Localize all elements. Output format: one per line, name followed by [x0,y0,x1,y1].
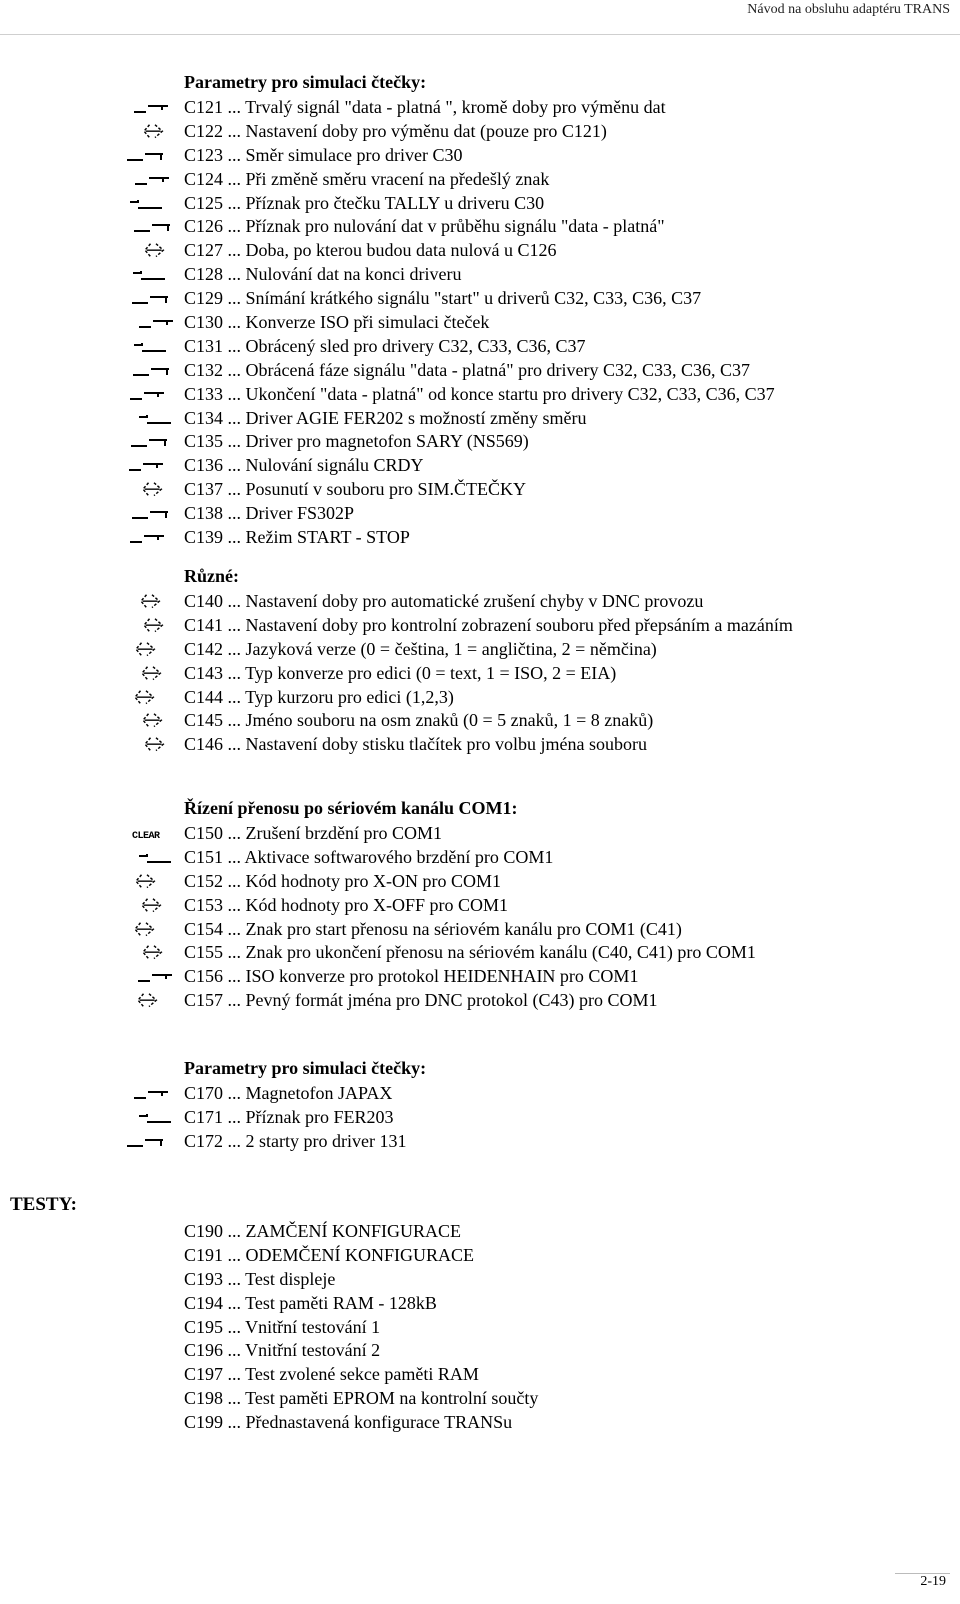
test-text: C193 ... Test displeje [184,1268,336,1289]
value-icon [126,920,166,940]
parameter-row [0,638,960,662]
parameter-row [0,454,960,478]
switch-icon [129,265,169,285]
parameter-text: C144 ... Typ kurzoru pro edici (1,2,3) [184,686,454,707]
test-text: C194 ... Test paměti RAM - 128kB [184,1292,437,1313]
switch-icon [132,1084,172,1104]
parameter-text: C156 ... ISO konverze pro protokol HEIDENHAIN pro COM1 [184,966,639,987]
value-icon [136,735,176,755]
parameter-text: C140 ... Nastavení doby pro automatické zrušení chyby v DNC provozu [184,591,704,611]
parameter-text: C151 ... Aktivace softwarového brzdění pro COM1 [184,846,554,867]
parameter-text: C143 ... Typ konverze pro edici (0 = text, 1 = ISO, 2 = EIA) [184,662,617,683]
document-title: Návod na obsluhu adaptéru TRANS [747,2,950,17]
parameter-row [0,502,960,526]
parameter-row [0,822,960,846]
parameter-text: C133 ... Ukončení "data - platná" od konce startu pro drivery C32, C33, C36, C37 [184,383,775,404]
test-text: C197 ... Test zvolené sekce paměti RAM [184,1364,479,1385]
value-icon [135,122,175,142]
tests-list [0,1220,960,1435]
parameter-text: C152 ... Kód hodnoty pro X-ON pro COM1 [184,870,501,891]
parameter-text: C137 ... Posunutí v souboru pro SIM.ČTEČKY [184,479,527,500]
parameter-list [0,590,960,757]
switch-icon [133,361,173,381]
switch-icon [127,456,167,476]
parameter-text: C141 ... Nastavení doby pro kontrolní zobrazení souboru před přepsáním a mazáním [184,614,793,635]
switch-icon [127,146,167,166]
parameter-row [0,918,960,942]
parameter-text: C150 ... Zrušení brzdění pro COM1 [184,823,442,843]
parameter-text: C138 ... Driver FS302P [184,503,355,524]
parameter-text: C129 ... Snímání krátkého signálu "start" u driverů C32, C33, C36, C37 [184,288,702,309]
parameter-row [0,120,960,144]
section-title: Různé: [184,566,239,586]
switch-icon [132,98,172,118]
parameter-text: C171 ... Příznak pro FER203 [184,1106,394,1127]
parameter-row [0,1130,960,1154]
parameter-row [0,526,960,550]
value-icon [133,664,173,684]
parameter-text: C130 ... Konverze ISO při simulaci čteček [184,312,490,333]
parameter-row [0,989,960,1013]
switch-icon [130,337,170,357]
value-icon [135,616,175,636]
parameter-row [0,359,960,383]
parameter-row [0,686,960,710]
parameter-text: C132 ... Obrácená fáze signálu "data - platná" pro drivery C32, C33, C36, C37 [184,359,751,380]
switch-icon [135,848,175,868]
parameter-text: C170 ... Magnetofon JAPAX [184,1083,393,1103]
parameter-row [0,870,960,894]
parameter-text: C146 ... Nastavení doby stisku tlačítek pro volbu jména souboru [184,734,647,755]
switch-icon [131,432,171,452]
parameter-text: C142 ... Jazyková verze (0 = čeština, 1 = angličtina, 2 = němčina) [184,638,657,659]
parameter-text: C139 ... Režim START - STOP [184,527,410,548]
parameter-row [0,430,960,454]
test-text: C199 ... Přednastavená konfigurace TRANSu [184,1412,513,1433]
parameter-text: C131 ... Obrácený sled pro drivery C32, C33, C36, C37 [184,335,586,356]
parameter-row [0,1106,960,1130]
parameter-text: C121 ... Trvalý signál "data - platná ", kromě doby pro výměnu dat [184,97,666,117]
parameter-text: C128 ... Nulování dat na konci driveru [184,264,462,285]
test-row [0,1292,960,1316]
svg-text:CLEAR: CLEAR [132,831,160,842]
value-icon [133,896,173,916]
parameter-text: C126 ... Příznak pro nulování dat v průběhu signálu "data - platná" [184,216,665,237]
parameter-row [0,614,960,638]
parameter-list [0,1082,960,1154]
parameter-row [0,168,960,192]
switch-icon [132,504,172,524]
switch-icon [133,170,173,190]
section-title: Parametry pro simulaci čtečky: [184,1058,427,1078]
test-row [0,1411,960,1435]
parameter-row [0,965,960,989]
parameter-row [0,478,960,502]
parameter-row [0,311,960,335]
parameter-row [0,96,960,120]
parameter-text: C124 ... Při změně směru vracení na předešlý znak [184,168,550,189]
parameter-text: C127 ... Doba, po kterou budou data nulová u C126 [184,240,557,261]
parameter-row [0,239,960,263]
test-row [0,1387,960,1411]
section-title: Parametry pro simulaci čtečky: [184,72,427,92]
parameter-row [0,662,960,686]
parameter-row [0,335,960,359]
parameter-row [0,590,960,614]
parameter-row [0,192,960,216]
value-icon [127,640,167,660]
test-row [0,1244,960,1268]
parameter-row [0,941,960,965]
value-icon [134,711,174,731]
parameter-row [0,383,960,407]
switch-icon [135,1108,175,1128]
parameter-row [0,215,960,239]
value-icon [132,592,172,612]
test-row [0,1220,960,1244]
value-icon [126,688,166,708]
parameter-row [0,846,960,870]
parameter-text: C153 ... Kód hodnoty pro X-OFF pro COM1 [184,894,509,915]
parameter-text: C134 ... Driver AGIE FER202 s možností změny směru [184,407,587,428]
test-text: C191 ... ODEMČENÍ KONFIGURACE [184,1244,475,1265]
parameter-text: C145 ... Jméno souboru na osm znaků (0 = 5 znaků, 1 = 8 znaků) [184,710,654,731]
test-text: C198 ... Test paměti EPROM na kontrolní součty [184,1388,539,1409]
test-text: C190 ... ZAMČENÍ KONFIGURACE [184,1221,462,1241]
page-number: 2-19 [920,1574,946,1589]
tests-label: TESTY: [10,1194,77,1215]
parameter-text: C125 ... Příznak pro čtečku TALLY u driveru C30 [184,192,545,213]
parameter-row [0,733,960,757]
switch-icon [128,385,168,405]
parameter-text: C155 ... Znak pro ukončení přenosu na sériovém kanálu (C40, C41) pro COM1 [184,942,756,963]
clear-icon [132,824,172,844]
section-title: Řízení přenosu po sériovém kanálu COM1: [184,798,518,818]
page-header [0,0,960,35]
parameter-row [0,263,960,287]
parameter-text: C154 ... Znak pro start přenosu na sériovém kanálu pro COM1 (C41) [184,918,682,939]
switch-icon [128,528,168,548]
test-text: C195 ... Vnitřní testování 1 [184,1316,381,1337]
parameter-row [0,709,960,733]
switch-icon [135,409,175,429]
parameter-row [0,407,960,431]
parameter-text: C122 ... Nastavení doby pro výměnu dat (pouze pro C121) [184,120,607,141]
value-icon [134,943,174,963]
parameter-text: C123 ... Směr simulace pro driver C30 [184,144,463,165]
parameter-row [0,144,960,168]
switch-icon [137,313,177,333]
switch-icon [126,194,166,214]
parameter-text: C135 ... Driver pro magnetofon SARY (NS569) [184,431,529,452]
value-icon [129,991,169,1011]
parameter-list [0,96,960,550]
value-icon [127,872,167,892]
parameter-row [0,1082,960,1106]
parameter-text: C172 ... 2 starty pro driver 131 [184,1130,407,1151]
switch-icon [132,289,172,309]
test-row [0,1268,960,1292]
switch-icon [136,967,176,987]
test-row [0,1339,960,1363]
value-icon [134,480,174,500]
parameter-text: C136 ... Nulování signálu CRDY [184,455,424,476]
switch-icon [134,217,174,237]
parameter-list [0,822,960,1013]
value-icon [136,241,176,261]
parameter-row [0,287,960,311]
test-row [0,1363,960,1387]
test-text: C196 ... Vnitřní testování 2 [184,1340,381,1361]
parameter-row [0,894,960,918]
test-row [0,1316,960,1340]
parameter-text: C157 ... Pevný formát jména pro DNC protokol (C43) pro COM1 [184,990,658,1011]
switch-icon [127,1132,167,1152]
